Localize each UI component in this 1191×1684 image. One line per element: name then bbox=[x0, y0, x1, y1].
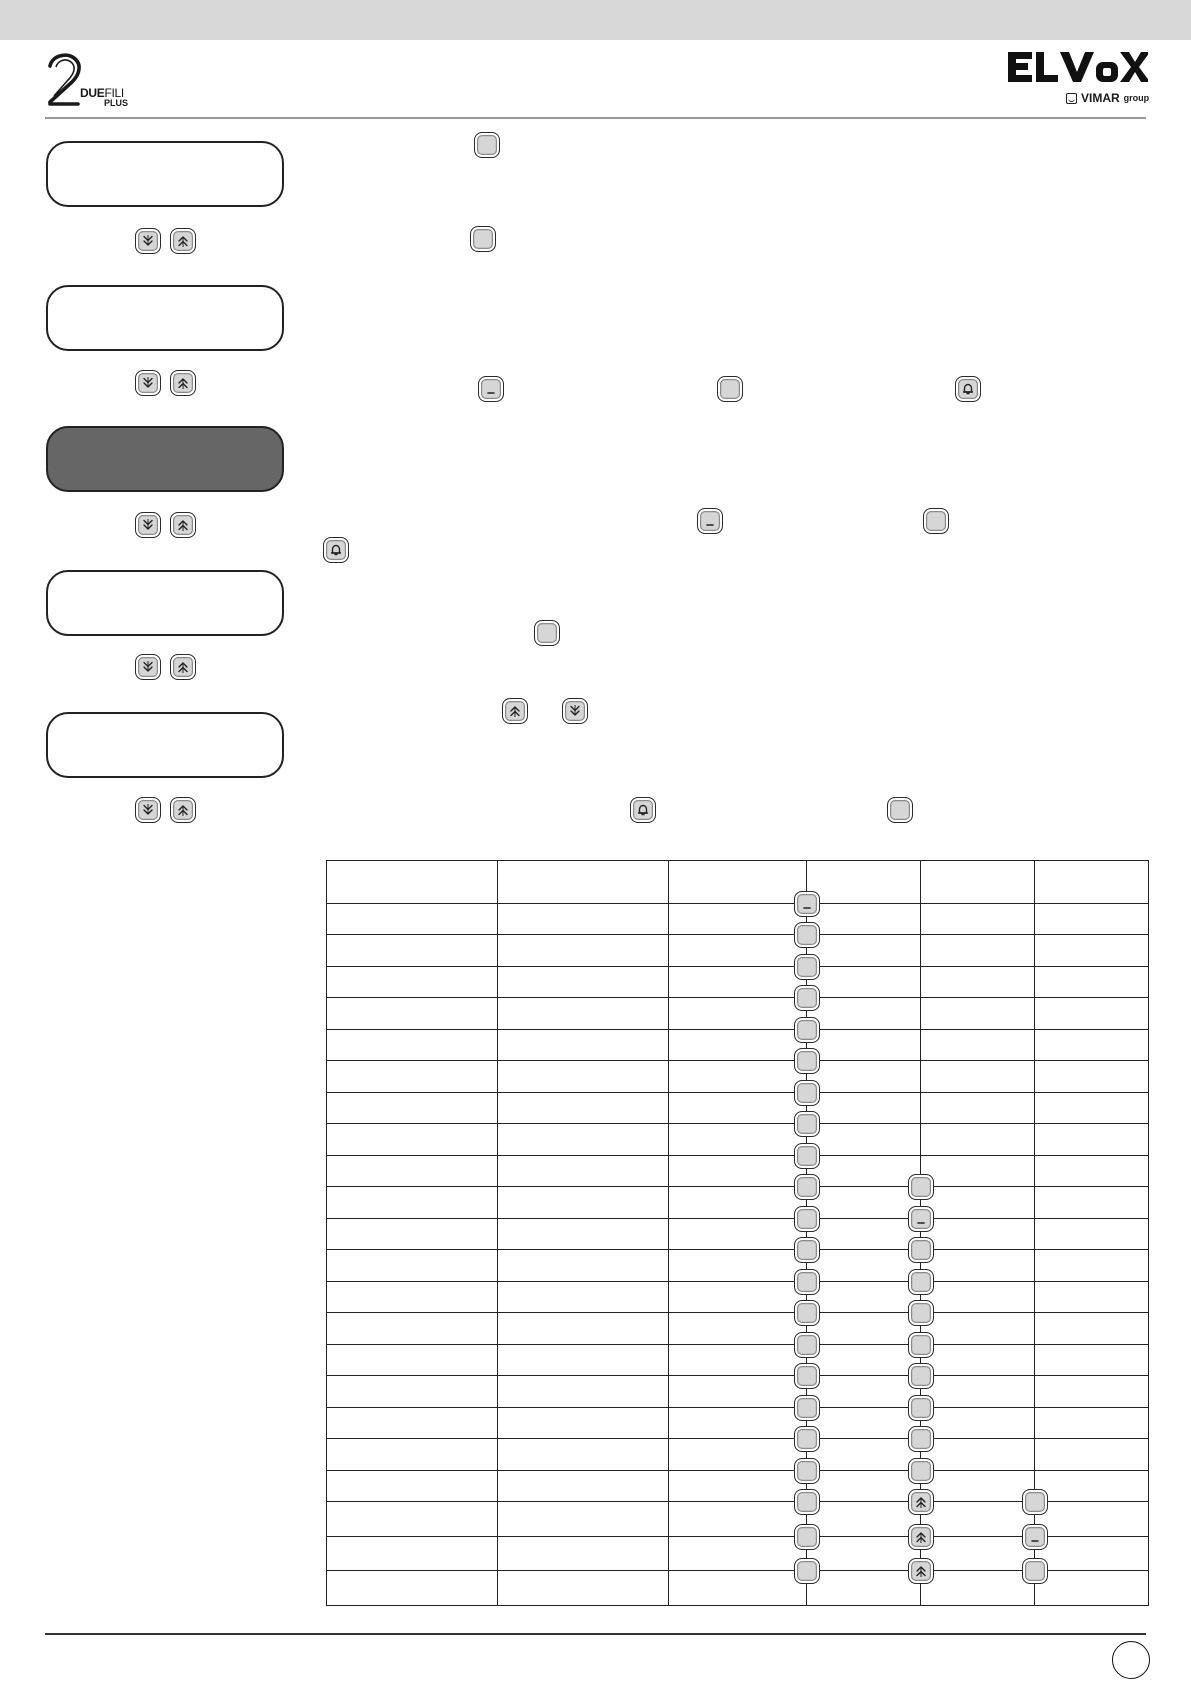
table-cell bbox=[669, 1313, 807, 1345]
table-cell bbox=[1035, 1155, 1149, 1187]
blank-key-icon[interactable] bbox=[908, 1269, 934, 1295]
chevron-double-up-key-icon[interactable] bbox=[908, 1489, 934, 1515]
blank-key-icon[interactable] bbox=[794, 1300, 820, 1326]
table-cell bbox=[1035, 1029, 1149, 1061]
table-cell bbox=[807, 1124, 921, 1156]
table-cell bbox=[498, 1502, 669, 1537]
table-cell bbox=[1035, 1124, 1149, 1156]
vimar-name: VIMAR bbox=[1081, 91, 1120, 105]
table-row bbox=[327, 903, 1149, 935]
table-row bbox=[327, 1439, 1149, 1471]
table-cell bbox=[669, 1061, 807, 1093]
table-cell bbox=[921, 1313, 1035, 1345]
table-cell bbox=[498, 1061, 669, 1093]
table-cell bbox=[921, 1344, 1035, 1376]
table-cell bbox=[807, 1571, 921, 1606]
table-cell bbox=[1035, 935, 1149, 967]
footer-rule bbox=[45, 1633, 1146, 1635]
table-cell bbox=[327, 998, 498, 1030]
table-cell bbox=[1035, 1218, 1149, 1250]
table-cell bbox=[327, 1029, 498, 1061]
table-cell bbox=[669, 998, 807, 1030]
table-cell bbox=[327, 1470, 498, 1502]
header-rule bbox=[45, 117, 1146, 119]
up-arrow-key-1[interactable] bbox=[170, 228, 196, 254]
table-cell bbox=[1035, 1502, 1149, 1537]
table-cell bbox=[669, 1502, 807, 1537]
table-row bbox=[327, 1344, 1149, 1376]
bell-key-icon-inline-8[interactable] bbox=[323, 537, 349, 563]
table-cell bbox=[498, 1218, 669, 1250]
table-cell bbox=[498, 998, 669, 1030]
chevron-double-up-key-icon[interactable] bbox=[908, 1524, 934, 1550]
table-cell bbox=[921, 1218, 1035, 1250]
down-arrow-key-2[interactable] bbox=[135, 370, 161, 396]
table-cell bbox=[498, 935, 669, 967]
table-cell bbox=[327, 1092, 498, 1124]
table-cell bbox=[807, 1218, 921, 1250]
table-cell bbox=[498, 1092, 669, 1124]
table-row bbox=[327, 1029, 1149, 1061]
table-cell bbox=[327, 1536, 498, 1571]
brand-fili: FILI bbox=[104, 86, 124, 100]
table-cell bbox=[807, 1470, 921, 1502]
underscore-key-icon-inline-3[interactable] bbox=[478, 376, 504, 402]
table-cell bbox=[1035, 1376, 1149, 1408]
table-cell bbox=[807, 1187, 921, 1219]
header-cell-1 bbox=[327, 861, 498, 904]
blank-key-icon[interactable] bbox=[794, 1206, 820, 1232]
table-cell bbox=[807, 935, 921, 967]
blank-key-icon[interactable] bbox=[794, 1017, 820, 1043]
table-cell bbox=[807, 1029, 921, 1061]
blank-key-icon[interactable] bbox=[794, 1363, 820, 1389]
table-cell bbox=[807, 1344, 921, 1376]
table-cell bbox=[921, 1061, 1035, 1093]
blank-key-icon[interactable] bbox=[794, 1048, 820, 1074]
blank-key-icon[interactable] bbox=[794, 922, 820, 948]
table-row bbox=[327, 1571, 1149, 1606]
table-cell bbox=[498, 1439, 669, 1471]
table-cell bbox=[327, 1155, 498, 1187]
table-cell bbox=[807, 1536, 921, 1571]
table-cell bbox=[498, 903, 669, 935]
blank-key-icon[interactable] bbox=[794, 954, 820, 980]
table-cell bbox=[669, 935, 807, 967]
table-cell bbox=[807, 1376, 921, 1408]
blank-key-icon[interactable] bbox=[794, 1489, 820, 1515]
top-band bbox=[0, 0, 1191, 40]
table-cell bbox=[807, 903, 921, 935]
table-cell bbox=[498, 1571, 669, 1606]
table-cell bbox=[669, 1281, 807, 1313]
blank-key-icon[interactable] bbox=[794, 1143, 820, 1169]
table-cell bbox=[498, 1344, 669, 1376]
blank-key-icon[interactable] bbox=[1022, 1558, 1048, 1584]
table-row bbox=[327, 1250, 1149, 1282]
table-row bbox=[327, 966, 1149, 998]
down-arrow-key-3[interactable] bbox=[135, 512, 161, 538]
table-row bbox=[327, 1187, 1149, 1219]
table-row bbox=[327, 1218, 1149, 1250]
table-cell bbox=[807, 1439, 921, 1471]
table-cell bbox=[921, 1407, 1035, 1439]
blank-key-icon[interactable] bbox=[794, 1111, 820, 1137]
table-cell bbox=[327, 935, 498, 967]
table-cell bbox=[669, 1344, 807, 1376]
table-cell bbox=[327, 1187, 498, 1219]
table-cell bbox=[669, 1407, 807, 1439]
blank-key-icon[interactable] bbox=[794, 1237, 820, 1263]
table-cell bbox=[921, 935, 1035, 967]
table-cell bbox=[807, 1502, 921, 1537]
table-cell bbox=[498, 1124, 669, 1156]
table-cell bbox=[669, 1376, 807, 1408]
blank-key-icon[interactable] bbox=[908, 1174, 934, 1200]
table-cell bbox=[669, 1439, 807, 1471]
table-cell bbox=[921, 1470, 1035, 1502]
table-cell bbox=[669, 1029, 807, 1061]
table-cell bbox=[807, 1407, 921, 1439]
table-cell bbox=[921, 1250, 1035, 1282]
blank-key-icon[interactable] bbox=[794, 1269, 820, 1295]
table-cell bbox=[498, 1407, 669, 1439]
table-cell bbox=[498, 1376, 669, 1408]
up-arrow-key-2[interactable] bbox=[170, 370, 196, 396]
table-cell bbox=[498, 1536, 669, 1571]
chevron-double-up-key-icon-inline-10[interactable] bbox=[502, 698, 528, 724]
table-cell bbox=[1035, 1407, 1149, 1439]
table-cell bbox=[1035, 1571, 1149, 1606]
header-cell-3 bbox=[669, 861, 807, 904]
blank-key-icon-inline-1[interactable] bbox=[474, 132, 500, 158]
table-cell bbox=[921, 1029, 1035, 1061]
down-arrow-key-1[interactable] bbox=[135, 228, 161, 254]
table-cell bbox=[327, 1439, 498, 1471]
blank-key-icon[interactable] bbox=[794, 1395, 820, 1421]
table-cell bbox=[807, 1250, 921, 1282]
table-cell bbox=[327, 966, 498, 998]
blank-key-icon[interactable] bbox=[794, 985, 820, 1011]
table-cell bbox=[921, 998, 1035, 1030]
table-cell bbox=[921, 1155, 1035, 1187]
table-cell bbox=[807, 1061, 921, 1093]
table-cell bbox=[921, 1092, 1035, 1124]
table-header-row bbox=[327, 861, 1149, 904]
table-cell bbox=[1035, 1092, 1149, 1124]
table-cell bbox=[807, 1155, 921, 1187]
blank-key-icon[interactable] bbox=[794, 1174, 820, 1200]
table-row bbox=[327, 1061, 1149, 1093]
table-cell bbox=[807, 998, 921, 1030]
table-cell bbox=[669, 1218, 807, 1250]
table-cell bbox=[1035, 966, 1149, 998]
table-cell bbox=[327, 903, 498, 935]
brand-plus-text: PLUS bbox=[104, 98, 129, 108]
table-cell bbox=[1035, 1281, 1149, 1313]
table-cell bbox=[1035, 1470, 1149, 1502]
blank-key-icon[interactable] bbox=[794, 1080, 820, 1106]
table-cell bbox=[669, 1250, 807, 1282]
table-row bbox=[327, 1124, 1149, 1156]
table-cell bbox=[498, 1029, 669, 1061]
table-cell bbox=[921, 1376, 1035, 1408]
blank-key-icon[interactable] bbox=[1022, 1489, 1048, 1515]
blank-key-icon[interactable] bbox=[794, 1332, 820, 1358]
header-cell-4 bbox=[807, 861, 921, 904]
table-cell bbox=[327, 1502, 498, 1537]
table-cell bbox=[669, 1187, 807, 1219]
table-cell bbox=[669, 1124, 807, 1156]
table-cell bbox=[498, 1281, 669, 1313]
table-cell bbox=[498, 1187, 669, 1219]
table-cell bbox=[807, 1281, 921, 1313]
blank-key-icon-inline-9[interactable] bbox=[534, 620, 560, 646]
table-cell bbox=[1035, 1439, 1149, 1471]
table-cell bbox=[1035, 1061, 1149, 1093]
table-cell bbox=[669, 1536, 807, 1571]
table-cell bbox=[327, 1281, 498, 1313]
table-row bbox=[327, 998, 1149, 1030]
down-arrow-key-5[interactable] bbox=[135, 797, 161, 823]
display-frame-2 bbox=[46, 285, 284, 351]
elvox-logo bbox=[1008, 50, 1148, 84]
table-cell bbox=[921, 966, 1035, 998]
table-cell bbox=[327, 1376, 498, 1408]
table-cell bbox=[498, 1155, 669, 1187]
table-cell bbox=[1035, 1250, 1149, 1282]
table-cell bbox=[1035, 998, 1149, 1030]
table-cell bbox=[327, 1571, 498, 1606]
blank-key-icon[interactable] bbox=[908, 1332, 934, 1358]
up-arrow-key-5[interactable] bbox=[170, 797, 196, 823]
page-number-circle bbox=[1112, 1641, 1150, 1679]
header-cell-2 bbox=[498, 861, 669, 904]
blank-key-icon[interactable] bbox=[908, 1458, 934, 1484]
blank-key-icon-inline-2[interactable] bbox=[470, 226, 496, 252]
table-cell bbox=[1035, 903, 1149, 935]
table-cell bbox=[1035, 1536, 1149, 1571]
table-cell bbox=[921, 1281, 1035, 1313]
table-cell bbox=[327, 1313, 498, 1345]
down-arrow-key-4[interactable] bbox=[135, 654, 161, 680]
table-cell bbox=[669, 1092, 807, 1124]
header-cell-6 bbox=[1035, 861, 1149, 904]
underscore-key-icon[interactable] bbox=[908, 1206, 934, 1232]
display-frame-4 bbox=[46, 570, 284, 636]
table-cell bbox=[807, 966, 921, 998]
table-row bbox=[327, 1155, 1149, 1187]
underscore-key-icon[interactable] bbox=[794, 891, 820, 917]
table-cell bbox=[669, 966, 807, 998]
blank-key-icon-inline-4[interactable] bbox=[717, 376, 743, 402]
table-cell bbox=[669, 1571, 807, 1606]
header-cell-5 bbox=[921, 861, 1035, 904]
table-cell bbox=[327, 1344, 498, 1376]
up-arrow-key-4[interactable] bbox=[170, 654, 196, 680]
table-cell bbox=[921, 1124, 1035, 1156]
brand-due: DUE bbox=[80, 86, 105, 100]
display-frame-5 bbox=[46, 712, 284, 778]
table-row bbox=[327, 1281, 1149, 1313]
blank-key-icon[interactable] bbox=[908, 1237, 934, 1263]
blank-key-icon-inline-7[interactable] bbox=[923, 508, 949, 534]
table-cell bbox=[669, 1155, 807, 1187]
table-row bbox=[327, 1407, 1149, 1439]
table-row bbox=[327, 1376, 1149, 1408]
table-cell bbox=[921, 1187, 1035, 1219]
table-cell bbox=[921, 1502, 1035, 1537]
blank-key-icon[interactable] bbox=[794, 1558, 820, 1584]
table-cell bbox=[669, 1470, 807, 1502]
table-cell bbox=[498, 1313, 669, 1345]
vimar-group-suffix: group bbox=[1123, 93, 1150, 103]
blank-key-icon[interactable] bbox=[794, 1426, 820, 1452]
vimar-group-label bbox=[1066, 91, 1149, 105]
key-sequence-table bbox=[326, 860, 1149, 1606]
bell-key-icon-inline-5[interactable] bbox=[955, 376, 981, 402]
table-row bbox=[327, 1313, 1149, 1345]
table-cell bbox=[327, 1124, 498, 1156]
display-frame-1 bbox=[46, 141, 284, 207]
table-cell bbox=[807, 1092, 921, 1124]
bell-key-icon-inline-12[interactable] bbox=[630, 797, 656, 823]
table-cell bbox=[921, 1536, 1035, 1571]
table-cell bbox=[921, 903, 1035, 935]
table-cell bbox=[327, 1061, 498, 1093]
table-cell bbox=[327, 1218, 498, 1250]
blank-key-icon[interactable] bbox=[794, 1524, 820, 1550]
table-cell bbox=[498, 1250, 669, 1282]
chevron-double-down-key-icon-inline-11[interactable] bbox=[562, 698, 588, 724]
table-cell bbox=[807, 1313, 921, 1345]
table-cell bbox=[327, 1407, 498, 1439]
table-row bbox=[327, 935, 1149, 967]
table-cell bbox=[327, 1250, 498, 1282]
chevron-double-up-key-icon[interactable] bbox=[908, 1558, 934, 1584]
table-cell bbox=[1035, 1344, 1149, 1376]
blank-key-icon[interactable] bbox=[908, 1426, 934, 1452]
blank-key-icon[interactable] bbox=[908, 1363, 934, 1389]
blank-key-icon[interactable] bbox=[908, 1300, 934, 1326]
table-cell bbox=[921, 1571, 1035, 1606]
table-cell bbox=[1035, 1187, 1149, 1219]
blank-key-icon[interactable] bbox=[794, 1458, 820, 1484]
table-row bbox=[327, 1092, 1149, 1124]
table-cell bbox=[1035, 1313, 1149, 1345]
underscore-key-icon-inline-6[interactable] bbox=[697, 508, 723, 534]
blank-key-icon[interactable] bbox=[908, 1395, 934, 1421]
display-frame-3-highlighted bbox=[46, 426, 284, 492]
blank-key-icon-inline-13[interactable] bbox=[887, 797, 913, 823]
table-cell bbox=[498, 1470, 669, 1502]
vimar-mark-icon bbox=[1066, 93, 1077, 104]
underscore-key-icon[interactable] bbox=[1022, 1524, 1048, 1550]
up-arrow-key-3[interactable] bbox=[170, 512, 196, 538]
table-cell bbox=[921, 1439, 1035, 1471]
table-cell bbox=[498, 966, 669, 998]
table-cell bbox=[669, 903, 807, 935]
